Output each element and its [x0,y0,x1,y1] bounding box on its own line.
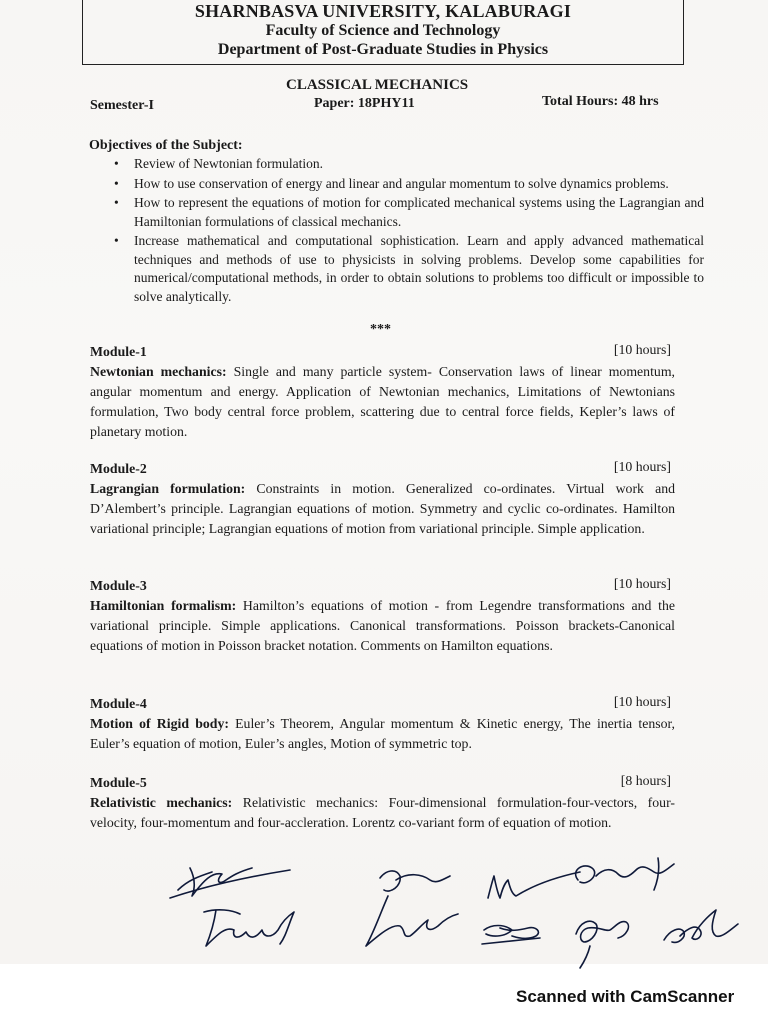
module-4 [90,694,675,754]
signature-5 [576,858,674,890]
module-label: Module-1 [90,344,147,359]
header-box [82,0,684,65]
university-name: SHARNBASVA UNIVERSITY, KALABURAGI [194,1,572,21]
module-text: Single and many particle system- Conservation laws of linear momentum, angular momentum and energy. Application of Newtonian mechanics, Limitations of Newtonians formulation, Two body central force problem, scattering due to central force fields, Kepler’s laws of planetary motion. [90,364,675,439]
module-hours: [8 hours] [620,773,671,788]
objective-item: • Review of Newtonian formulation. [134,155,704,174]
module-2 [90,459,675,539]
paper-code: Paper: 18PHY11 [314,96,415,111]
module-topic: Hamiltonian formalism: [90,598,237,613]
module-text: Relativistic mechanics: Four-dimensional formulation-four-vectors, four-velocity, four-momentum and four-accleration. Lorentz co-variant form of equation of motion. [90,795,675,830]
module-text: Hamilton’s equations of motion - from Legendre transformations and the variational principle. Simple applications. Canonical transformations. Poisson brackets-Canonical equations of motion in Poisson bracket notation. Comments on Hamilton equations. [90,598,675,653]
objective-item: • How to use conservation of energy and linear and angular momentum to solve dynamics problems. [134,175,704,194]
department-name: Department of Post-Graduate Studies in Physics [217,41,549,58]
module-hours: [10 hours] [613,694,671,709]
module-label: Module-3 [90,578,147,593]
signature-6 [482,926,540,945]
module-hours: [10 hours] [613,576,671,591]
signature-7 [576,921,628,968]
module-3 [90,576,675,656]
signature-1 [170,868,290,898]
module-heading [90,576,675,596]
module-topic: Lagrangian formulation: [90,481,246,496]
module-content [90,479,675,539]
module-label: Module-5 [90,775,147,790]
module-1 [90,342,675,442]
signature-4 [488,872,580,898]
module-label: Module-2 [90,461,147,476]
signatures-drawing [160,850,760,970]
course-title: CLASSICAL MECHANICS [286,77,469,93]
signatures-area [160,850,768,970]
module-text: Euler’s Theorem, Angular momentum & Kinetic energy, The inertia tensor, Euler’s equation of motion, Euler’s angles, Motion of symmetric top. [90,716,675,751]
module-content [90,793,675,833]
faculty-name: Faculty of Science and Technology [265,22,501,39]
total-hours: Total Hours: 48 hrs [542,94,659,109]
module-topic: Relativistic mechanics: [90,795,233,810]
module-heading [90,459,675,479]
signature-8 [664,910,738,942]
module-topic: Motion of Rigid body: [90,716,229,731]
module-hours: [10 hours] [613,342,671,357]
module-heading [90,342,675,362]
module-content [90,362,675,442]
signature-2 [204,910,294,946]
module-content [90,596,675,656]
module-label: Module-4 [90,696,147,711]
module-hours: [10 hours] [613,459,671,474]
module-heading [90,773,675,793]
module-heading [90,694,675,714]
module-text: Constraints in motion. Generalized co-ordinates. Virtual work and D’Alembert’s principle. Lagrangian equations of motion. Symmetry and cyclic co-ordinates. Hamilton variational principle; Lagrangian equations of motion from variational principle. Simple application. [90,481,676,536]
objective-item: • Increase mathematical and computational sophistication. Learn and apply advanced mathematical techniques and methods of use to physicists in solving problems. Develop some capabilities for numerical/computational methods, in order to obtain solutions to problems too difficult or impossible to solve analytically. [134,232,704,306]
objectives-list [112,155,704,307]
objectives-heading: Objectives of the Subject: [89,138,243,153]
semester-label: Semester-I [90,98,155,113]
module-5 [90,773,675,833]
module-topic: Newtonian mechanics: [90,364,227,379]
section-separator: *** [370,322,391,337]
module-content [90,714,675,754]
signature-3 [366,871,458,946]
scanner-watermark: Scanned with CamScanner [516,987,735,1006]
objective-item: • How to represent the equations of motion for complicated mechanical systems using the Lagrangian and Hamiltonian formulations of classical mechanics. [134,194,704,231]
